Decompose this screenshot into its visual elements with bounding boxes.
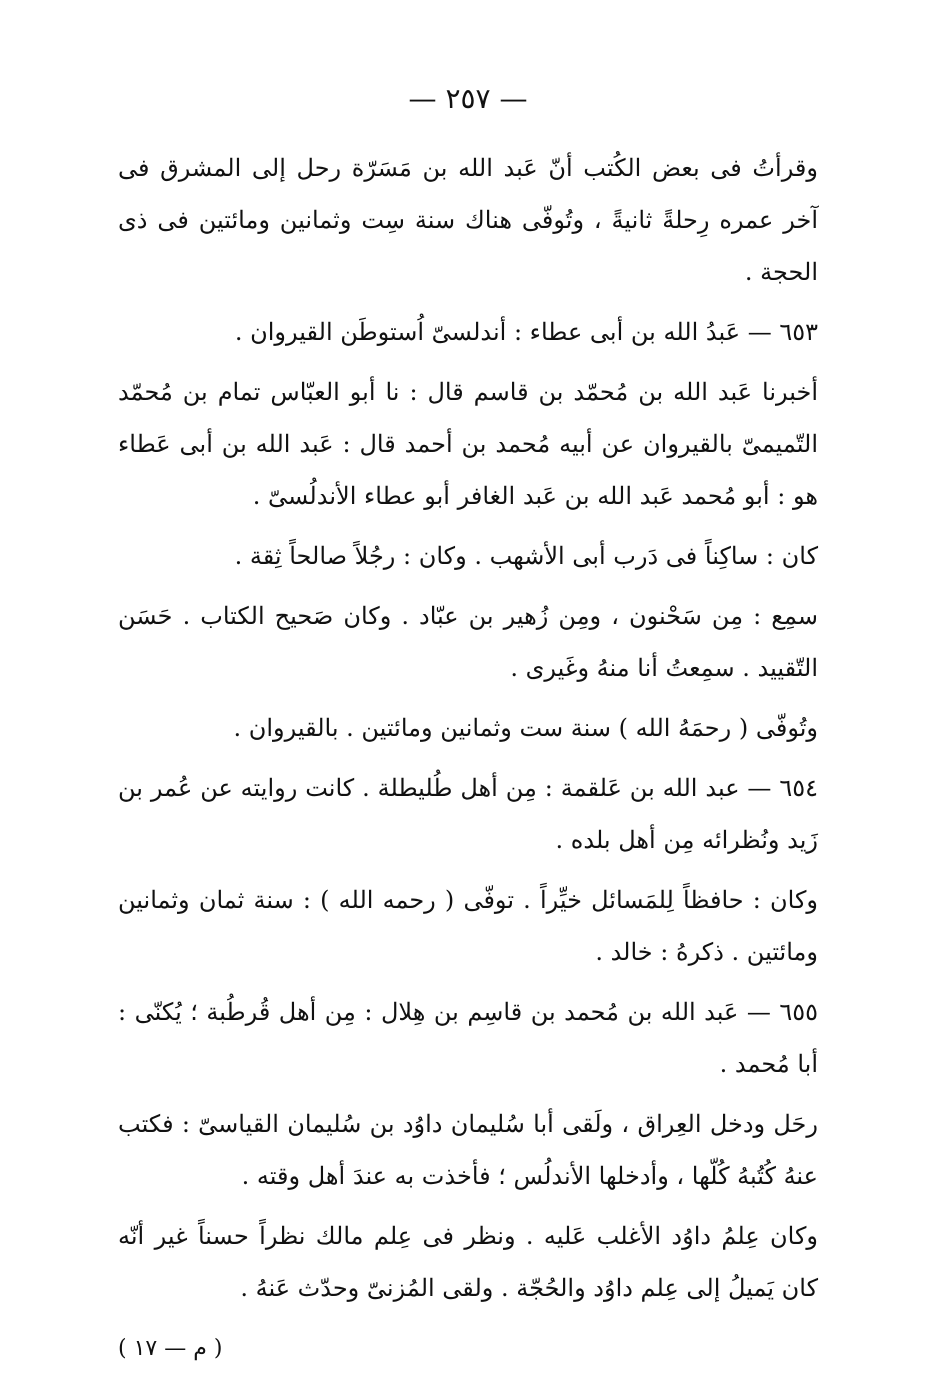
- paragraph-ibn-masarra-journey: وقرأتُ فى بعض الكُتب أنّ عَبد الله بن مَسَرّة رحل إلى المشرق فى آخر عمره رِحلةً ثانيةً ، وتُوفّى هناك سنة سِت وثمانين ومائتين فى ذى الحجة .: [118, 154, 818, 286]
- paragraph-655-knowledge: وكان عِلمُ داوُد الأغلب عَليه . ونظر فى عِلم مالك نظراً حسناً غير أنّه كان يَميلُ إلى عِلم داوُد والحُجّة . ولقى المُزنىّ وحدّث عَنهُ .: [118, 1222, 818, 1302]
- paragraph-654-death: وكان : حافظاً لِلمَسائل خيِّراً . توفّى ( رحمه الله ) : سنة ثمان وثمانين ومائتين . ذكرهُ : خالد .: [118, 886, 818, 966]
- page-number: — ٢٥٧ —: [408, 82, 528, 115]
- paragraph-653-death: وتُوفّى ( رحمَهُ الله ) سنة ست وثمانين ومائتين . بالقيروان .: [233, 714, 818, 742]
- footer-signature: ( م — ١٧ ): [118, 1336, 223, 1361]
- entry-655-heading: ٦٥٥ — عَبد الله بن مُحمد بن قاسِم بن هِلال : مِن أهل قُرطُبة ؛ يُكنّى : أبا مُحمد .: [118, 998, 818, 1078]
- paragraph-655-travel: رحَل ودخل العِراق ، ولَقى أبا سُليمان داوُد بن سُليمان القياسىّ : فكتب عنهُ كُتُبهُ كُلّها ، وأدخلها الأندلُس ؛ فأخذت به عندَ أهل وقته .: [118, 1110, 818, 1190]
- paragraph-653-residence: كان : ساكِناً فى دَرب أبى الأشهب . وكان : رجُلاً صالحاً ثِقة .: [234, 542, 818, 570]
- paragraph-653-isnad: أخبرنا عَبد الله بن مُحمّد بن قاسم قال : نا أبو العبّاس تمام بن مُحمّد التّميمىّ بالقيروان عن أبيه مُحمد بن أحمد قال : عَبد الله بن أبى عَطاء هو : أبو مُحمد عَبد الله بن عَبد الغافر أبو عطاء الأندلُسىّ .: [118, 378, 818, 510]
- entry-653-heading: ٦٥٣ — عَبدُ الله بن أبى عطاء : أندلسىّ اُستوطَن القيروان .: [234, 318, 818, 346]
- page-body: [118, 142, 818, 1314]
- paragraph-653-teachers: سمِع : مِن سَحْنون ، ومِن زُهير بن عبّاد . وكان صَحيح الكتاب . حَسَن التّقييد . سمِعتُ أنا منهُ وغَيرى .: [118, 602, 818, 682]
- entry-654-heading: ٦٥٤ — عبد الله بن عَلقمة : مِن أهل طُليطلة . كانت روايته عن عُمر بن زَيد ونُظرائه مِن أهل بلده .: [118, 774, 818, 854]
